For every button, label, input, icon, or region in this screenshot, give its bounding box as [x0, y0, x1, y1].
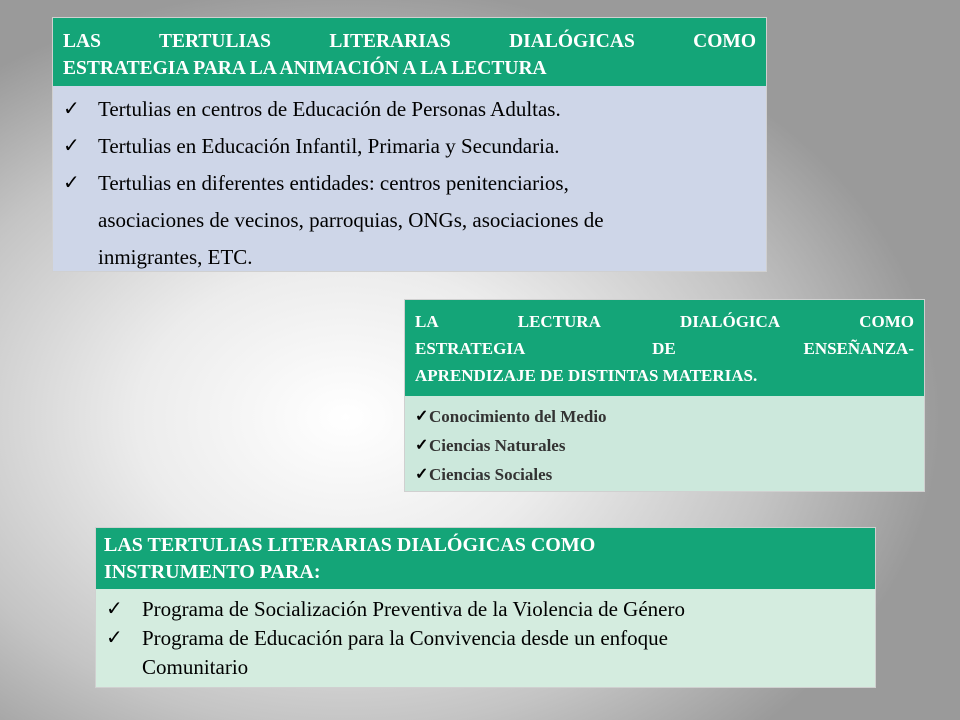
- panel-body: [96, 589, 875, 687]
- list-item-text: Ciencias Sociales: [429, 465, 553, 484]
- list-item-text: Tertulias en centros de Educación de Personas Adultas.: [98, 97, 561, 121]
- bullet-list: [96, 595, 875, 682]
- list-item-text: inmigrantes, ETC.: [98, 245, 253, 269]
- check-icon: ✓: [63, 135, 80, 157]
- panel-body: [53, 86, 766, 271]
- check-icon: ✓: [63, 172, 80, 194]
- list-item: [53, 128, 766, 165]
- list-item-text: Comunitario: [142, 655, 249, 679]
- list-item-text: Tertulias en diferentes entidades: centros penitenciarios,: [98, 171, 569, 195]
- check-icon: ✓: [63, 98, 80, 120]
- list-item: [96, 624, 875, 682]
- list-item-text: asociaciones de vecinos, parroquias, ONGs, asociaciones de: [98, 208, 604, 232]
- panel-header: [53, 18, 766, 86]
- header-line: INSTRUMENTO PARA:: [104, 561, 321, 583]
- header-line: LAS TERTULIAS LITERARIAS DIALÓGICAS COMO: [63, 31, 756, 52]
- list-item: [53, 91, 766, 128]
- panel-header: [405, 300, 924, 396]
- bullet-list: [53, 91, 766, 276]
- tertulias-animacion-panel: [52, 17, 767, 272]
- list-item: [96, 595, 875, 624]
- list-item-text: Programa de Educación para la Convivencia desde un enfoque: [142, 626, 668, 650]
- header-line: LAS TERTULIAS LITERARIAS DIALÓGICAS COMO: [104, 534, 596, 556]
- header-line: ESTRATEGIA PARA LA ANIMACIÓN A LA LECTURA: [63, 58, 547, 79]
- header-line: ESTRATEGIA DE ENSEÑANZA-: [415, 339, 914, 358]
- list-item: [405, 402, 924, 431]
- lectura-dialogica-panel: [404, 299, 925, 492]
- panel-body: [405, 396, 924, 491]
- check-icon: ✓: [415, 408, 429, 425]
- list-item-text: Tertulias en Educación Infantil, Primaria y Secundaria.: [98, 134, 560, 158]
- check-icon: ✓: [415, 437, 429, 454]
- list-item: [53, 165, 766, 276]
- list-item-text: Programa de Socialización Preventiva de la Violencia de Género: [142, 597, 685, 621]
- check-icon: ✓: [106, 627, 123, 649]
- bullet-list: [405, 402, 924, 489]
- check-icon: ✓: [106, 598, 123, 620]
- tertulias-instrumento-panel: [95, 527, 876, 688]
- header-line: LA LECTURA DIALÓGICA COMO: [415, 312, 914, 331]
- panel-header: [96, 528, 875, 589]
- list-item: [405, 460, 924, 489]
- check-icon: ✓: [415, 466, 429, 483]
- list-item-text: Conocimiento del Medio: [429, 407, 607, 426]
- header-line: APRENDIZAJE DE DISTINTAS MATERIAS.: [415, 366, 758, 385]
- list-item-text: Ciencias Naturales: [429, 436, 566, 455]
- list-item: [405, 431, 924, 460]
